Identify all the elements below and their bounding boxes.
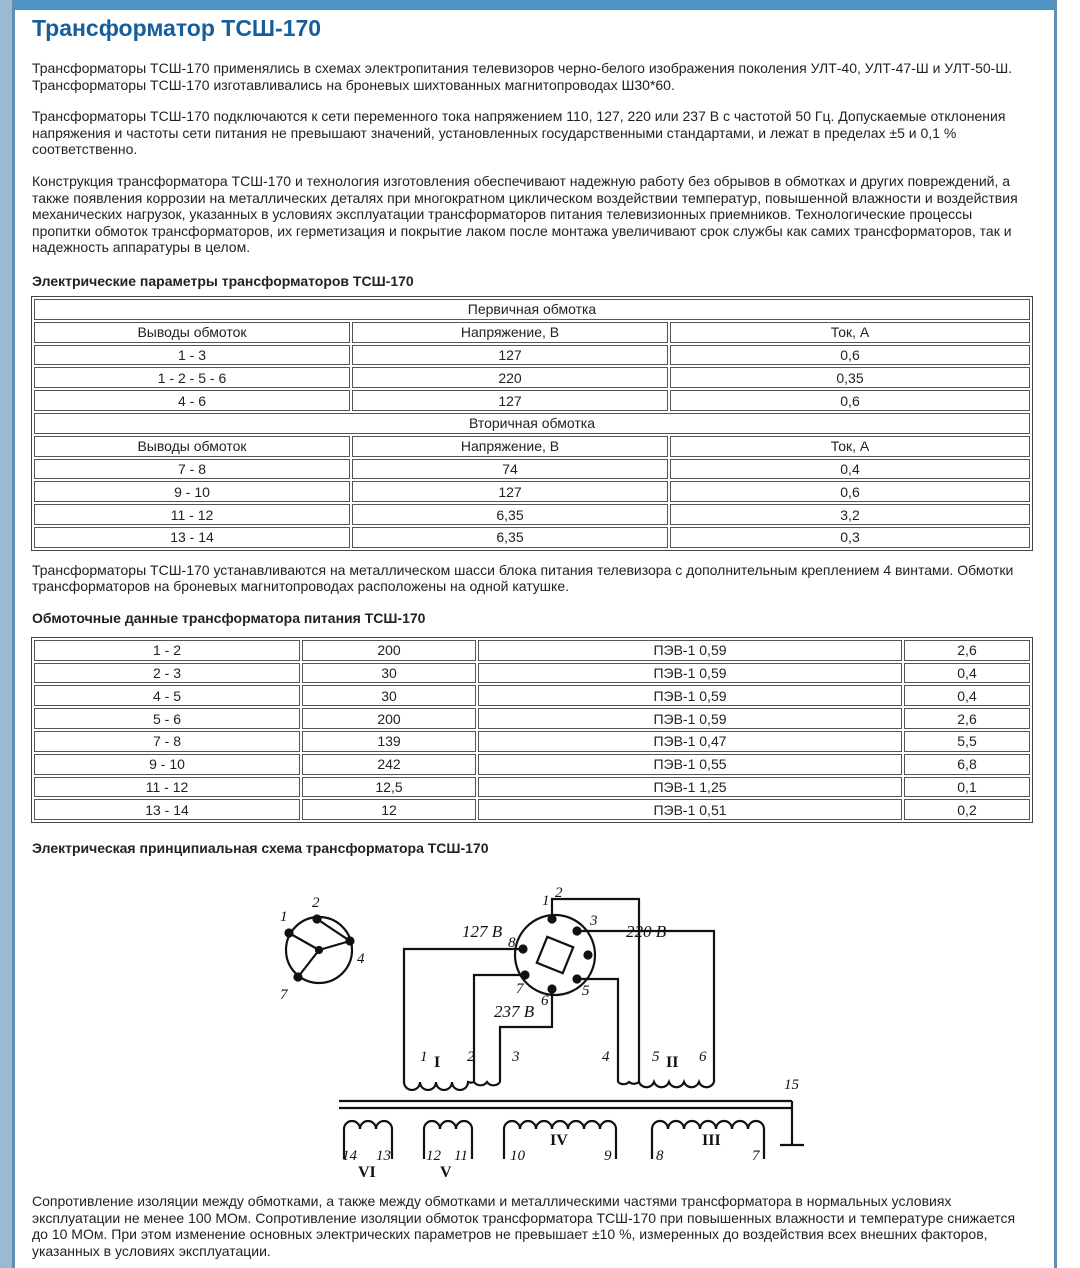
pin-label: 2 xyxy=(555,885,563,902)
cell-terminals: 13 - 14 xyxy=(34,527,350,548)
primary-windings xyxy=(404,1082,714,1090)
cell-current: 0,4 xyxy=(670,459,1030,480)
cell-resistance: 0,4 xyxy=(904,685,1030,706)
cell-voltage: 127 xyxy=(352,390,668,411)
cell-resistance: 0,2 xyxy=(904,799,1030,820)
cell-terminals: 7 - 8 xyxy=(34,459,350,480)
cell-resistance: 2,6 xyxy=(904,640,1030,661)
terminal-label: 6 xyxy=(699,1049,707,1066)
table-row xyxy=(34,459,1030,480)
terminal-label: 15 xyxy=(784,1077,799,1094)
cell-current: 0,35 xyxy=(670,367,1030,388)
cell-turns: 139 xyxy=(302,731,476,752)
cell-resistance: 5,5 xyxy=(904,731,1030,752)
table-row xyxy=(34,663,1030,684)
heading-electrical-params: Электрические параметры трансформаторов ТСШ-170 xyxy=(32,272,414,289)
table-row xyxy=(34,299,1030,320)
winding-label: V xyxy=(440,1164,452,1182)
terminal-label: 7 xyxy=(752,1148,760,1165)
table-row xyxy=(34,413,1030,434)
table-row xyxy=(34,731,1030,752)
cell-wire: ПЭВ-1 0,59 xyxy=(478,708,902,729)
cell-terminals: 2 - 3 xyxy=(34,663,300,684)
terminal-labels xyxy=(342,1049,800,1164)
paragraph-network: Трансформаторы ТСШ-170 подключаются к сети переменного тока напряжением 110, 127, 220 или 237 В с частотой 50 Гц. Допускаемые отклонения напряжения и частоты сети питания не превышают значений, установленных государственными стандартами, и лежат в пределах ±5 и 0,1 % соответственно. xyxy=(32,108,1006,158)
cell-voltage: 74 xyxy=(352,459,668,480)
pin-label: 8 xyxy=(508,935,516,952)
cell-voltage: 6,35 xyxy=(352,504,668,525)
cell-turns: 12 xyxy=(302,799,476,820)
paragraph-mounting: Трансформаторы ТСШ-170 устанавливаются на металлическом шасси блока питания телевизора с дополнительным креплением 4 винтами. Обмотки трансформаторов на броневых магнитопроводах расположены на одной катушке. xyxy=(32,561,1014,595)
winding-label: I xyxy=(434,1054,441,1072)
cell-turns: 30 xyxy=(302,685,476,706)
voltage-label-237: 237 В xyxy=(494,1002,535,1022)
winding-data-table xyxy=(31,637,1033,823)
cell-terminals: 1 - 2 xyxy=(34,640,300,661)
cell-voltage: 6,35 xyxy=(352,527,668,548)
heading-circuit-diagram: Электрическая принципиальная схема трансформатора ТСШ-170 xyxy=(32,840,489,857)
cell-current: 0,3 xyxy=(670,527,1030,548)
terminal-label: 9 xyxy=(604,1148,612,1165)
voltage-label-127: 127 В xyxy=(462,922,503,942)
table-row xyxy=(34,685,1030,706)
paragraph-insulation: Сопротивление изоляции между обмотками, а также между обмотками и металлическими частями трансформатора в нормальных условиях эксплуатации не менее 100 МОм. Сопротивление изоляции обмоток трансформатора ТСШ-170 при повышенных влажности и температуре снижается до 10 МОм. При этом изменение основных электрических параметров не превышает ±10 %, измеренных до воздействия всех внешних факторов, указанных в условиях эксплуатации. xyxy=(32,1193,1016,1260)
table-row xyxy=(34,640,1030,661)
cell-terminals: 9 - 10 xyxy=(34,754,300,775)
cell-wire: ПЭВ-1 0,59 xyxy=(478,640,902,661)
cell-terminals: 1 - 3 xyxy=(34,345,350,366)
terminal-label: 5 xyxy=(652,1049,660,1066)
cell-current: 0,6 xyxy=(670,345,1030,366)
cell-wire: ПЭВ-1 0,47 xyxy=(478,731,902,752)
cell-terminals: 11 - 12 xyxy=(34,777,300,798)
terminal-label: 14 xyxy=(342,1148,357,1165)
window-right-frame xyxy=(1054,0,1080,1268)
cell-resistance: 0,1 xyxy=(904,777,1030,798)
circuit-diagram xyxy=(254,877,814,1187)
terminal-label: 8 xyxy=(656,1148,664,1165)
cell-resistance: 0,4 xyxy=(904,663,1030,684)
terminal-label: 4 xyxy=(602,1049,610,1066)
pin-label: 5 xyxy=(582,983,590,1000)
pin-label: 6 xyxy=(541,993,549,1010)
cell-resistance: 2,6 xyxy=(904,708,1030,729)
terminal-label: 12 xyxy=(426,1148,441,1165)
heading-winding-data: Обмоточные данные трансформатора питания ТСШ-170 xyxy=(32,609,426,626)
header-terminals: Выводы обмоток xyxy=(34,436,350,457)
winding-label: III xyxy=(702,1132,721,1150)
table-row xyxy=(34,799,1030,820)
socket-pinout-icon xyxy=(280,895,365,1003)
cell-terminals: 4 - 5 xyxy=(34,685,300,706)
winding-label: IV xyxy=(550,1132,568,1150)
winding-labels xyxy=(358,1054,721,1181)
cell-turns: 30 xyxy=(302,663,476,684)
cell-turns: 200 xyxy=(302,640,476,661)
terminal-label: 1 xyxy=(420,1049,428,1066)
cell-wire: ПЭВ-1 0,59 xyxy=(478,685,902,706)
cell-current: 3,2 xyxy=(670,504,1030,525)
window-top-bar xyxy=(0,0,1080,10)
window-left-frame xyxy=(0,0,15,1268)
paragraph-intro: Трансформаторы ТСШ-170 применялись в схемах электропитания телевизоров черно-белого изображения поколения УЛТ-40, УЛТ-47-Ш и УЛТ-50-Ш. Трансформаторы ТСШ-170 изготавливались на броневых шихтованных магнитопроводах Ш30*60. xyxy=(32,60,1013,93)
cell-voltage: 127 xyxy=(352,481,668,502)
cell-turns: 242 xyxy=(302,754,476,775)
table-row xyxy=(34,367,1030,388)
electrical-params-table xyxy=(31,296,1033,551)
cell-voltage: 127 xyxy=(352,345,668,366)
pin-label: 4 xyxy=(357,951,365,968)
cell-current: 0,6 xyxy=(670,390,1030,411)
pin-label: 2 xyxy=(312,895,320,912)
pin-label: 1 xyxy=(542,893,550,910)
terminal-label: 11 xyxy=(454,1148,468,1165)
terminal-label: 10 xyxy=(510,1148,525,1165)
table-row xyxy=(34,754,1030,775)
winding-label: II xyxy=(666,1054,679,1072)
cell-wire: ПЭВ-1 0,55 xyxy=(478,754,902,775)
cell-current: 0,6 xyxy=(670,481,1030,502)
cell-voltage: 220 xyxy=(352,367,668,388)
table-row xyxy=(34,527,1030,548)
primary-winding-title: Первичная обмотка xyxy=(34,299,1030,320)
header-voltage: Напряжение, В xyxy=(352,322,668,343)
terminal-label: 3 xyxy=(512,1049,520,1066)
header-current: Ток, А xyxy=(670,322,1030,343)
table-header-row xyxy=(34,322,1030,343)
cell-terminals: 1 - 2 - 5 - 6 xyxy=(34,367,350,388)
terminal-label: 2 xyxy=(467,1049,475,1066)
table-row xyxy=(34,708,1030,729)
cell-resistance: 6,8 xyxy=(904,754,1030,775)
article xyxy=(32,12,1032,1260)
table-row xyxy=(34,504,1030,525)
pin-label: 1 xyxy=(280,909,288,926)
cell-terminals: 13 - 14 xyxy=(34,799,300,820)
cell-turns: 12,5 xyxy=(302,777,476,798)
pin-label: 7 xyxy=(280,987,288,1004)
cell-terminals: 11 - 12 xyxy=(34,504,350,525)
voltage-label-220: 220 В xyxy=(626,922,667,942)
table-row xyxy=(34,345,1030,366)
header-current: Ток, А xyxy=(670,436,1030,457)
cell-terminals: 4 - 6 xyxy=(34,390,350,411)
paragraph-construction: Конструкция трансформатора ТСШ-170 и технология изготовления обеспечивают надежную работу без обрывов в обмотках и других повреждений, а также появления коррозии на металлических деталях при многократном циклическом воздействии температур, повышенной влажности и воздействия механических нагрузок, указанных в условиях эксплуатации трансформаторов питания телевизионных приемников. Технологические процессы пропитки обмоток трансформаторов, их герметизация и покрытие лаком после монтажа увеличивают срок службы как самих трансформаторов, так и надежность аппаратуры в целом. xyxy=(32,172,1018,256)
pin-label: 3 xyxy=(590,913,598,930)
winding-label: VI xyxy=(358,1164,376,1182)
pin-label: 7 xyxy=(516,981,524,998)
header-voltage: Напряжение, В xyxy=(352,436,668,457)
cell-wire: ПЭВ-1 0,51 xyxy=(478,799,902,820)
cell-terminals: 7 - 8 xyxy=(34,731,300,752)
table-row xyxy=(34,777,1030,798)
table-row xyxy=(34,390,1030,411)
cell-terminals: 5 - 6 xyxy=(34,708,300,729)
table-row xyxy=(34,481,1030,502)
terminal-label: 13 xyxy=(376,1148,391,1165)
secondary-winding-title: Вторичная обмотка xyxy=(34,413,1030,434)
cell-wire: ПЭВ-1 1,25 xyxy=(478,777,902,798)
page-title: Трансформатор ТСШ-170 xyxy=(32,15,322,41)
cell-terminals: 9 - 10 xyxy=(34,481,350,502)
table-header-row xyxy=(34,436,1030,457)
header-terminals: Выводы обмоток xyxy=(34,322,350,343)
cell-turns: 200 xyxy=(302,708,476,729)
cell-wire: ПЭВ-1 0,59 xyxy=(478,663,902,684)
